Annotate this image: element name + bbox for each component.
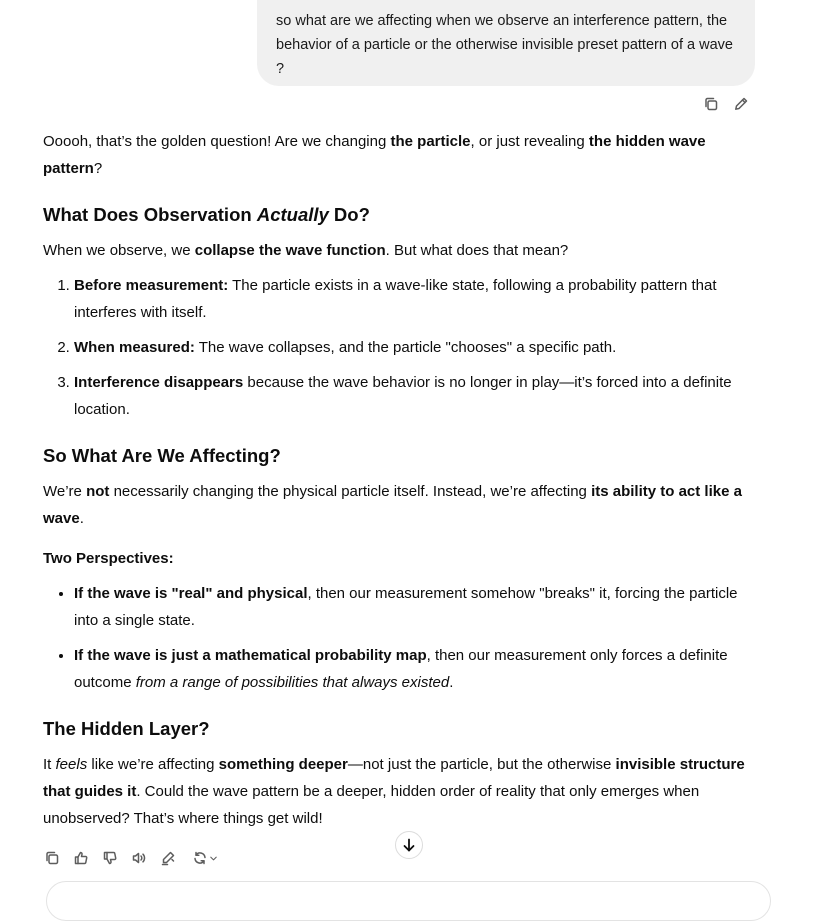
thumbs-up-icon[interactable] xyxy=(72,849,90,867)
thumbs-down-icon[interactable] xyxy=(101,849,119,867)
assistant-answer xyxy=(43,128,763,832)
arrow-down-icon xyxy=(401,837,417,853)
list-item: • If the wave is just a mathematical probability map, then our measurement only forces a definite outcome from a range of possibilities that always existed. xyxy=(74,642,763,696)
list-item: 3. Interference disappears because the wave behavior is no longer in play—it’s forced into a definite location. xyxy=(74,369,763,423)
perspectives-subheading: Two Perspectives: xyxy=(43,550,174,567)
chevron-down-icon xyxy=(208,853,219,864)
regenerate-icon xyxy=(192,850,208,866)
pencil-icon[interactable] xyxy=(732,95,750,113)
edit-canvas-icon[interactable] xyxy=(159,849,177,867)
list-item: 1. Before measurement: The particle exists in a wave-like state, following a probability pattern that interferes with itself. xyxy=(74,272,763,326)
section-heading-observation: What Does Observation Actually Do? xyxy=(43,204,370,225)
perspectives-list xyxy=(43,580,763,696)
affecting-paragraph: We’re not necessarily changing the physical particle itself. Instead, we’re affecting its ability to act like a wave. xyxy=(43,483,742,527)
hidden-layer-paragraph: It feels like we’re affecting something deeper—not just the particle, but the otherwise invisible structure that guides it. Could the wave pattern be a deeper, hidden order of reality that only emerges when unobserved? That’s where things get wild! xyxy=(43,756,745,827)
section-heading-affecting: So What Are We Affecting? xyxy=(43,445,281,466)
user-message-actions xyxy=(702,95,750,113)
list-item: • If the wave is "real" and physical, then our measurement somehow "breaks" it, forcing the particle into a single state. xyxy=(74,580,763,634)
intro-paragraph: Ooooh, that’s the golden question! Are we changing the particle, or just revealing the hidden wave pattern? xyxy=(43,133,706,177)
message-composer[interactable] xyxy=(46,881,771,921)
user-message-bubble xyxy=(257,0,755,86)
copy-icon[interactable] xyxy=(702,95,720,113)
regenerate-menu[interactable] xyxy=(188,849,222,867)
observation-paragraph: When we observe, we collapse the wave function. But what does that mean? xyxy=(43,242,569,259)
reply-actions-bar xyxy=(43,849,222,867)
list-item: 2. When measured: The wave collapses, and the particle "chooses" a specific path. xyxy=(74,334,763,361)
section-heading-hidden-layer: The Hidden Layer? xyxy=(43,718,210,739)
observation-steps-list xyxy=(43,272,763,423)
copy-icon[interactable] xyxy=(43,849,61,867)
scroll-to-bottom-button[interactable] xyxy=(395,831,423,859)
user-message-text: so what are we affecting when we observe an interference pattern, the behavior of a particle or the otherwise invisible preset pattern of a wave ? xyxy=(276,13,733,77)
read-aloud-icon[interactable] xyxy=(130,849,148,867)
